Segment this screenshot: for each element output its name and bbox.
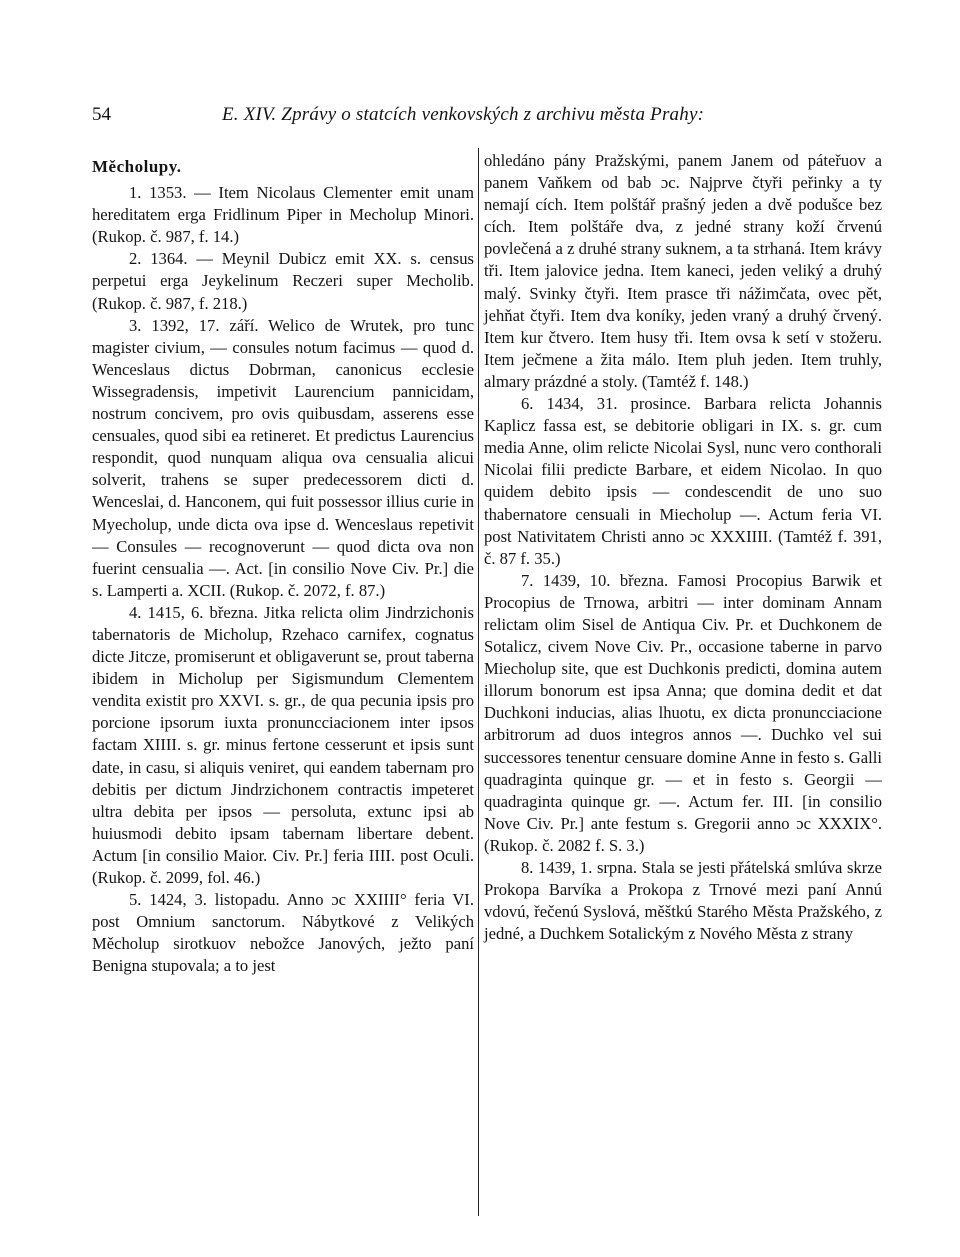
page-header: [92, 100, 882, 136]
section-title: Měcholupy.: [92, 157, 182, 176]
running-title: E. XIV. Zprávy o statcích venkovských z archivu města Prahy:: [222, 104, 705, 125]
page-number: 54: [92, 104, 111, 125]
entry-5: 5. 1424, 3. listopadu. Anno ɔc XXIIII° feria VI. post Omnium sanctorum. Nábytkové z Velikých Měcholup sirotkuov nebožce Janových, ježto paní Benigna stupovala; a to jest: [92, 890, 474, 976]
entry-2: 2. 1364. — Meynil Dubicz emit XX. s. census perpetui erga Jeykelinum Reczeri super Mecholib. (Rukop. č. 987, f. 218.): [92, 249, 474, 313]
entry-8: 8. 1439, 1. srpna. Stala se jesti přátelská smlúva skrze Prokopa Barvíka a Prokopa z Trnové mezi paní Annú vdovú, řečenú Syslová, měštkú Starého Města Pražského, z jedné, a Duchkem Sotalickým z Nového Města z strany: [484, 858, 882, 944]
entry-7: 7. 1439, 10. března. Famosi Procopius Barwik et Procopius de Trnowa, arbitri — inter dominam Annam relictam olim Sisel de Antiqua Civ. Pr. et Duchkonem de Sotalicz, civem Nove Civ. Pr., occasione taberne in parvo Miecholup site, que est Duchkonis predicti, domina autem illorum bonorum est ipsa Anna; que domina dedit et dat Duchkoni inducias, alias lhuotu, ex dicta pronuncciacione arbitrorum ad duos integros annos —. Duchko vel sui successores tenentur censuare domine Anne in festo s. Galli quadraginta quinque gr. — et in festo s. Georgii — quadraginta quinque gr. —. Actum fer. III. [in consilio Nove Civ. Pr.] ante festum s. Gregorii anno ɔc XXXIX°. (Rukop. č. 2082 f. S. 3.): [484, 570, 882, 855]
entry-1: 1. 1353. — Item Nicolaus Clementer emit unam hereditatem erga Fridlinum Piper in Mecholup Minori. (Rukop. č. 987, f. 14.): [92, 183, 474, 247]
right-column: [484, 150, 882, 945]
left-column: [92, 150, 474, 977]
entry-5-continued: ohledáno pány Pražskými, panem Janem od páteřuov a panem Vaňkem od bab ɔc. Najprve čtyři peřinky a ty nemají cích. Item polštář prašný jeden a dvě podušce bez cích. Item polštáře dva, z jedné strany koží črvenú povlečená a z druhé strany suknem, a ta strhaná. Item krávy tři. Item jalovice jedna. Item kaneci, jeden veliký a druhý malý. Svinky čtyři. Item prasce tři nážimčata, ovec pět, jehňat čtyři. Item dva koníky, jeden vraný a druhý črvený. Item kur čtvero. Item husy tři. Item ovsa k setí v stožeru. Item ječmene a žita málo. Item pluh jeden. Item truhly, almary prázdné a stoly. (Tamtéž f. 148.): [484, 151, 882, 391]
entry-4: 4. 1415, 6. března. Jitka relicta olim Jindrzichonis tabernatoris de Micholup, Rzehaco carnifex, cognatus dicte Jitcze, promiserunt et obligaverunt se, prout taberna ibidem in Micholup per Sigismundum Clementem vendita existit pro XXVI. s. gr., de qua pecunia ipsis pro porcione ipsorum iuxta pronuncciacionem inter ipsos factam XIIII. s. gr. minus fertone cesserunt et ipsis sunt date, in casu, si aliquis veniret, qui eandem tabernam pro debitis per dictum Jindrzichonem contractis impeteret ultra debita per ipsos — persoluta, extunc ipsi ab huiusmodi debito ipsam tabernam libertare debent. Actum [in consilio Maior. Civ. Pr.] feria IIII. post Oculi. (Rukop. č. 2099, fol. 46.): [92, 602, 474, 887]
column-divider: [478, 148, 479, 1216]
entry-3: 3. 1392, 17. září. Welico de Wrutek, pro tunc magister civium, — consules notum facimus — quod d. Wenceslaus dictus Dobrman, canonicus ecclesie Wissegradensis, impetivit Laurencium pannicidam, nostrum concivem, pro ovis quibusdam, asserens esse censuales, quod sibi ea retineret. Et predictus Laurencius respondit, quod nunquam aliqua ova censualia alicui solverit, trahens se super predecessorem dicti d. Wenceslai, d. Hanconem, qui fuit possessor illius curie in Myecholup, unde dicta ova ipse d. Wenceslaus repetivit — Consules — recognoverunt — quod dicta ova non fuerint censualia —. Act. [in consilio Nove Civ. Pr.] die s. Lamperti a. XCII. (Rukop. č. 2072, f. 87.): [92, 315, 474, 600]
entry-6: 6. 1434, 31. prosince. Barbara relicta Johannis Kaplicz fassa est, se debitorie obligari in IX. s. gr. cum media Anne, olim relicte Nicolai Sysl, nunc vero conthorali Nicolai filii predicte Barbare, et eidem Nicolao. In quo quidem debito ipsis — condescendit de uno suo thabernatore censuali in Miecholup —. Actum feria VI. post Nativitatem Christi anno ɔc XXXIIII. (Tamtéž f. 391, č. 87 f. 35.): [484, 394, 882, 568]
